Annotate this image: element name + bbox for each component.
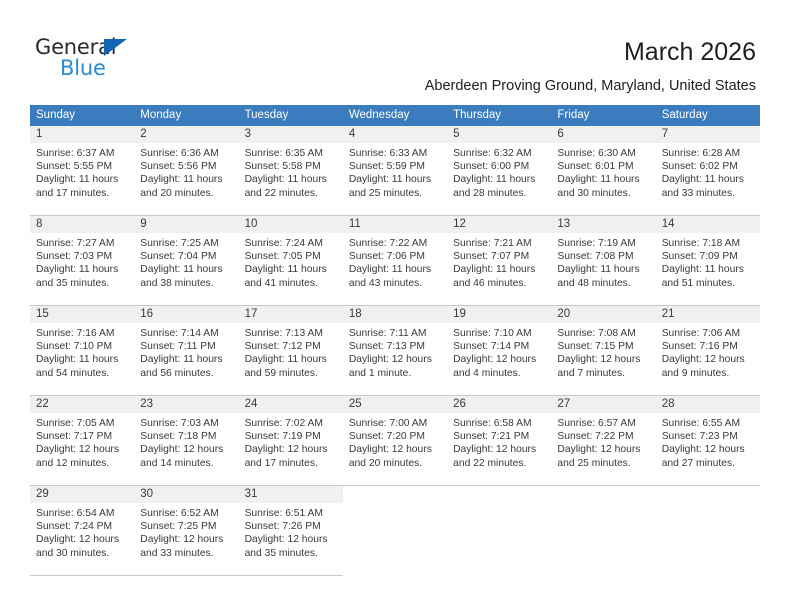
day-details bbox=[551, 233, 655, 290]
sunset-time: Sunset: 7:16 PM bbox=[661, 341, 738, 353]
weekday-header-friday: Friday bbox=[551, 105, 655, 126]
daylight-duration-line1: Daylight: 12 hours bbox=[557, 354, 641, 366]
calendar-week-row bbox=[30, 216, 760, 306]
day-details bbox=[134, 413, 238, 470]
day-cell[interactable] bbox=[30, 396, 134, 486]
sunset-time: Sunset: 5:56 PM bbox=[140, 161, 217, 173]
day-number bbox=[551, 486, 655, 503]
day-number: 20 bbox=[551, 306, 655, 323]
daylight-duration-line2: and 54 minutes. bbox=[36, 367, 110, 379]
day-number: 1 bbox=[30, 126, 134, 143]
calendar-cell bbox=[239, 306, 343, 396]
day-cell[interactable] bbox=[30, 306, 134, 396]
sunset-time: Sunset: 7:17 PM bbox=[36, 431, 113, 443]
sunrise-time: Sunrise: 6:57 AM bbox=[557, 418, 636, 429]
sunset-time: Sunset: 7:09 PM bbox=[661, 251, 738, 263]
sunrise-time: Sunrise: 6:55 AM bbox=[661, 418, 741, 429]
sunset-time: Sunset: 5:59 PM bbox=[348, 161, 425, 173]
day-number bbox=[343, 486, 447, 503]
daylight-duration-line1: Daylight: 12 hours bbox=[557, 444, 641, 456]
day-details bbox=[239, 413, 343, 470]
daylight-duration-line1: Daylight: 11 hours bbox=[453, 174, 536, 186]
sunrise-time: Sunrise: 7:16 AM bbox=[36, 328, 115, 339]
sunset-time: Sunset: 5:55 PM bbox=[36, 161, 113, 173]
daylight-duration-line1: Daylight: 11 hours bbox=[244, 264, 327, 276]
day-details bbox=[551, 323, 655, 380]
daylight-duration-line1: Daylight: 11 hours bbox=[557, 174, 640, 186]
daylight-duration-line1: Daylight: 12 hours bbox=[348, 354, 432, 366]
day-details bbox=[656, 413, 760, 470]
day-details bbox=[239, 143, 343, 200]
day-number: 29 bbox=[30, 486, 134, 503]
sunset-time: Sunset: 7:19 PM bbox=[244, 431, 321, 443]
calendar-cell bbox=[656, 126, 760, 216]
day-number: 23 bbox=[134, 396, 238, 413]
day-details bbox=[656, 323, 760, 380]
day-cell[interactable] bbox=[134, 306, 238, 396]
day-cell[interactable] bbox=[551, 396, 655, 486]
day-details bbox=[656, 233, 760, 290]
calendar-cell bbox=[447, 486, 551, 576]
sunrise-time: Sunrise: 7:24 AM bbox=[244, 238, 323, 249]
daylight-duration-line1: Daylight: 12 hours bbox=[244, 534, 328, 546]
calendar-cell bbox=[30, 216, 134, 306]
sunset-time: Sunset: 7:13 PM bbox=[348, 341, 425, 353]
page-header bbox=[0, 0, 792, 100]
daylight-duration-line2: and 22 minutes. bbox=[244, 187, 318, 199]
sunrise-time: Sunrise: 7:05 AM bbox=[36, 418, 115, 429]
sunrise-time: Sunrise: 7:18 AM bbox=[661, 238, 741, 249]
calendar-cell bbox=[551, 306, 655, 396]
day-cell[interactable] bbox=[239, 486, 343, 576]
day-details bbox=[134, 233, 238, 290]
day-number: 5 bbox=[447, 126, 551, 143]
daylight-duration-line1: Daylight: 12 hours bbox=[140, 444, 224, 456]
general-blue-logo[interactable] bbox=[35, 36, 215, 86]
daylight-duration-line1: Daylight: 11 hours bbox=[557, 264, 640, 276]
daylight-duration-line2: and 25 minutes. bbox=[348, 187, 423, 199]
calendar-cell bbox=[343, 486, 447, 576]
calendar-cell bbox=[343, 396, 447, 486]
calendar-cell bbox=[30, 486, 134, 576]
daylight-duration-line2: and 35 minutes. bbox=[36, 277, 110, 289]
day-details bbox=[447, 413, 551, 470]
day-cell[interactable] bbox=[239, 216, 343, 306]
daylight-duration-line2: and 33 minutes. bbox=[140, 547, 214, 559]
sunrise-time: Sunrise: 7:03 AM bbox=[140, 418, 219, 429]
daylight-duration-line1: Daylight: 12 hours bbox=[453, 354, 537, 366]
daylight-duration-line2: and 17 minutes. bbox=[244, 457, 318, 469]
day-number: 27 bbox=[551, 396, 655, 413]
logo-text-general: General bbox=[35, 35, 117, 59]
day-number: 10 bbox=[239, 216, 343, 233]
empty-day-cell bbox=[656, 486, 760, 576]
sunrise-time: Sunrise: 7:11 AM bbox=[348, 328, 427, 339]
page-subtitle: Aberdeen Proving Ground, Maryland, United States bbox=[424, 78, 756, 94]
daylight-duration-line1: Daylight: 11 hours bbox=[661, 174, 744, 186]
day-details bbox=[30, 323, 134, 380]
day-number: 6 bbox=[551, 126, 655, 143]
day-details bbox=[239, 503, 343, 560]
daylight-duration-line1: Daylight: 11 hours bbox=[140, 354, 223, 366]
daylight-duration-line2: and 25 minutes. bbox=[557, 457, 631, 469]
day-number: 19 bbox=[447, 306, 551, 323]
sunset-time: Sunset: 7:14 PM bbox=[453, 341, 530, 353]
daylight-duration-line1: Daylight: 11 hours bbox=[36, 354, 119, 366]
day-details bbox=[343, 413, 447, 470]
day-cell[interactable] bbox=[134, 126, 238, 216]
calendar-cell bbox=[30, 396, 134, 486]
day-cell[interactable] bbox=[343, 396, 447, 486]
day-number: 21 bbox=[656, 306, 760, 323]
weekday-header-sunday: Sunday bbox=[30, 105, 134, 126]
day-number: 11 bbox=[343, 216, 447, 233]
sunrise-time: Sunrise: 6:32 AM bbox=[453, 148, 532, 159]
sunrise-time: Sunrise: 6:58 AM bbox=[453, 418, 532, 429]
day-cell[interactable] bbox=[239, 126, 343, 216]
day-details bbox=[30, 233, 134, 290]
sunrise-time: Sunrise: 6:28 AM bbox=[661, 148, 741, 159]
day-details bbox=[134, 323, 238, 380]
daylight-duration-line1: Daylight: 12 hours bbox=[453, 444, 537, 456]
day-cell[interactable] bbox=[343, 126, 447, 216]
calendar-body bbox=[30, 126, 760, 576]
sunrise-sunset-calendar bbox=[30, 105, 760, 576]
calendar-cell bbox=[239, 126, 343, 216]
day-details bbox=[447, 323, 551, 380]
sunset-time: Sunset: 6:01 PM bbox=[557, 161, 634, 173]
daylight-duration-line2: and 48 minutes. bbox=[557, 277, 631, 289]
sunrise-time: Sunrise: 6:54 AM bbox=[36, 508, 115, 519]
day-number: 26 bbox=[447, 396, 551, 413]
daylight-duration-line2: and 30 minutes. bbox=[557, 187, 631, 199]
daylight-duration-line2: and 35 minutes. bbox=[244, 547, 318, 559]
daylight-duration-line2: and 51 minutes. bbox=[661, 277, 735, 289]
daylight-duration-line2: and 41 minutes. bbox=[244, 277, 318, 289]
calendar-cell bbox=[447, 216, 551, 306]
day-cell[interactable] bbox=[551, 126, 655, 216]
sunset-time: Sunset: 7:06 PM bbox=[348, 251, 425, 263]
day-cell[interactable] bbox=[551, 306, 655, 396]
sunrise-time: Sunrise: 7:08 AM bbox=[557, 328, 636, 339]
calendar-cell bbox=[551, 486, 655, 576]
calendar-cell bbox=[656, 306, 760, 396]
day-details bbox=[551, 413, 655, 470]
calendar-cell bbox=[551, 396, 655, 486]
sunset-time: Sunset: 7:08 PM bbox=[557, 251, 634, 263]
empty-day-cell bbox=[343, 486, 447, 576]
day-cell[interactable] bbox=[30, 486, 134, 576]
calendar-cell bbox=[30, 306, 134, 396]
day-details bbox=[343, 233, 447, 290]
day-cell[interactable] bbox=[447, 126, 551, 216]
sunrise-time: Sunrise: 6:37 AM bbox=[36, 148, 115, 159]
day-number: 4 bbox=[343, 126, 447, 143]
day-cell[interactable] bbox=[656, 216, 760, 306]
daylight-duration-line2: and 59 minutes. bbox=[244, 367, 318, 379]
daylight-duration-line1: Daylight: 11 hours bbox=[244, 354, 327, 366]
day-cell[interactable] bbox=[447, 396, 551, 486]
sunset-time: Sunset: 6:02 PM bbox=[661, 161, 738, 173]
day-details bbox=[134, 503, 238, 560]
daylight-duration-line2: and 14 minutes. bbox=[140, 457, 214, 469]
sunset-time: Sunset: 7:07 PM bbox=[453, 251, 530, 263]
day-details bbox=[343, 143, 447, 200]
weekday-header-row bbox=[30, 105, 760, 126]
sunset-time: Sunset: 7:20 PM bbox=[348, 431, 425, 443]
sunset-time: Sunset: 7:25 PM bbox=[140, 521, 217, 533]
daylight-duration-line1: Daylight: 11 hours bbox=[36, 174, 119, 186]
calendar-cell bbox=[447, 126, 551, 216]
daylight-duration-line1: Daylight: 12 hours bbox=[36, 444, 119, 456]
empty-day-cell bbox=[551, 486, 655, 576]
daylight-duration-line1: Daylight: 11 hours bbox=[661, 264, 744, 276]
sunset-time: Sunset: 7:12 PM bbox=[244, 341, 321, 353]
sunset-time: Sunset: 6:00 PM bbox=[453, 161, 530, 173]
day-cell[interactable] bbox=[656, 306, 760, 396]
day-number: 22 bbox=[30, 396, 134, 413]
calendar-cell bbox=[447, 396, 551, 486]
daylight-duration-line2: and 1 minute. bbox=[348, 367, 412, 379]
daylight-duration-line1: Daylight: 12 hours bbox=[244, 444, 328, 456]
daylight-duration-line1: Daylight: 11 hours bbox=[348, 174, 432, 186]
daylight-duration-line2: and 27 minutes. bbox=[661, 457, 735, 469]
calendar-cell bbox=[656, 216, 760, 306]
day-cell[interactable] bbox=[134, 216, 238, 306]
day-number: 16 bbox=[134, 306, 238, 323]
day-cell[interactable] bbox=[656, 396, 760, 486]
day-details bbox=[656, 143, 760, 200]
calendar-cell bbox=[134, 306, 238, 396]
calendar-cell bbox=[343, 216, 447, 306]
daylight-duration-line1: Daylight: 12 hours bbox=[661, 444, 745, 456]
daylight-duration-line2: and 20 minutes. bbox=[140, 187, 214, 199]
calendar-cell bbox=[656, 396, 760, 486]
day-cell[interactable] bbox=[239, 396, 343, 486]
sunrise-time: Sunrise: 6:35 AM bbox=[244, 148, 323, 159]
calendar-week-row bbox=[30, 396, 760, 486]
triangle-icon bbox=[104, 39, 127, 56]
daylight-duration-line1: Daylight: 11 hours bbox=[453, 264, 536, 276]
daylight-duration-line2: and 9 minutes. bbox=[661, 367, 730, 379]
day-number: 24 bbox=[239, 396, 343, 413]
day-number: 8 bbox=[30, 216, 134, 233]
day-number: 7 bbox=[656, 126, 760, 143]
sunrise-time: Sunrise: 7:06 AM bbox=[661, 328, 741, 339]
sunrise-time: Sunrise: 6:52 AM bbox=[140, 508, 219, 519]
calendar-cell bbox=[134, 486, 238, 576]
day-details bbox=[239, 323, 343, 380]
sunset-time: Sunset: 7:23 PM bbox=[661, 431, 738, 443]
sunset-time: Sunset: 7:24 PM bbox=[36, 521, 113, 533]
day-details bbox=[134, 143, 238, 200]
sunrise-time: Sunrise: 7:13 AM bbox=[244, 328, 323, 339]
sunset-time: Sunset: 7:15 PM bbox=[557, 341, 634, 353]
day-number bbox=[656, 486, 760, 503]
daylight-duration-line1: Daylight: 11 hours bbox=[36, 264, 119, 276]
day-details bbox=[343, 323, 447, 380]
daylight-duration-line2: and 7 minutes. bbox=[557, 367, 625, 379]
day-number: 14 bbox=[656, 216, 760, 233]
day-number: 18 bbox=[343, 306, 447, 323]
weekday-header-monday: Monday bbox=[134, 105, 238, 126]
sunrise-time: Sunrise: 6:30 AM bbox=[557, 148, 636, 159]
sunset-time: Sunset: 7:18 PM bbox=[140, 431, 217, 443]
daylight-duration-line2: and 43 minutes. bbox=[348, 277, 423, 289]
day-number: 30 bbox=[134, 486, 238, 503]
daylight-duration-line2: and 38 minutes. bbox=[140, 277, 214, 289]
calendar-week-row bbox=[30, 486, 760, 576]
weekday-header-tuesday: Tuesday bbox=[239, 105, 343, 126]
sunset-time: Sunset: 7:03 PM bbox=[36, 251, 113, 263]
daylight-duration-line1: Daylight: 11 hours bbox=[140, 264, 223, 276]
daylight-duration-line1: Daylight: 11 hours bbox=[140, 174, 223, 186]
weekday-header-thursday: Thursday bbox=[447, 105, 551, 126]
sunrise-time: Sunrise: 7:10 AM bbox=[453, 328, 532, 339]
calendar-cell bbox=[343, 306, 447, 396]
calendar-cell bbox=[343, 126, 447, 216]
day-cell[interactable] bbox=[343, 306, 447, 396]
day-details bbox=[30, 143, 134, 200]
day-number: 9 bbox=[134, 216, 238, 233]
day-number: 12 bbox=[447, 216, 551, 233]
sunset-time: Sunset: 7:11 PM bbox=[140, 341, 216, 353]
daylight-duration-line2: and 56 minutes. bbox=[140, 367, 214, 379]
sunset-time: Sunset: 7:05 PM bbox=[244, 251, 321, 263]
sunrise-time: Sunrise: 7:25 AM bbox=[140, 238, 219, 249]
page-title: March 2026 bbox=[623, 38, 756, 66]
sunrise-time: Sunrise: 6:51 AM bbox=[244, 508, 323, 519]
sunrise-time: Sunrise: 7:14 AM bbox=[140, 328, 219, 339]
day-number: 15 bbox=[30, 306, 134, 323]
sunrise-time: Sunrise: 7:21 AM bbox=[453, 238, 532, 249]
day-details bbox=[447, 233, 551, 290]
daylight-duration-line1: Daylight: 12 hours bbox=[348, 444, 432, 456]
day-details bbox=[30, 503, 134, 560]
calendar-week-row bbox=[30, 306, 760, 396]
day-cell[interactable] bbox=[239, 306, 343, 396]
daylight-duration-line2: and 28 minutes. bbox=[453, 187, 527, 199]
day-number: 28 bbox=[656, 396, 760, 413]
sunset-time: Sunset: 7:04 PM bbox=[140, 251, 217, 263]
day-cell[interactable] bbox=[551, 216, 655, 306]
calendar-cell bbox=[30, 126, 134, 216]
day-cell[interactable] bbox=[656, 126, 760, 216]
sunset-time: Sunset: 7:10 PM bbox=[36, 341, 113, 353]
day-cell[interactable] bbox=[343, 216, 447, 306]
day-number: 13 bbox=[551, 216, 655, 233]
weekday-header-saturday: Saturday bbox=[656, 105, 760, 126]
daylight-duration-line1: Daylight: 11 hours bbox=[348, 264, 432, 276]
daylight-duration-line2: and 12 minutes. bbox=[36, 457, 110, 469]
day-cell[interactable] bbox=[30, 126, 134, 216]
logo-text-blue: Blue bbox=[60, 56, 106, 80]
calendar-cell bbox=[551, 216, 655, 306]
day-cell[interactable] bbox=[447, 216, 551, 306]
daylight-duration-line2: and 17 minutes. bbox=[36, 187, 110, 199]
sunrise-time: Sunrise: 7:02 AM bbox=[244, 418, 323, 429]
sunset-time: Sunset: 7:22 PM bbox=[557, 431, 634, 443]
sunset-time: Sunset: 7:26 PM bbox=[244, 521, 321, 533]
daylight-duration-line2: and 33 minutes. bbox=[661, 187, 735, 199]
sunrise-time: Sunrise: 7:27 AM bbox=[36, 238, 115, 249]
day-number: 3 bbox=[239, 126, 343, 143]
sunrise-time: Sunrise: 6:33 AM bbox=[348, 148, 428, 159]
daylight-duration-line2: and 20 minutes. bbox=[348, 457, 423, 469]
day-cell[interactable] bbox=[134, 486, 238, 576]
calendar-cell bbox=[551, 126, 655, 216]
calendar-cell bbox=[447, 306, 551, 396]
day-number: 2 bbox=[134, 126, 238, 143]
daylight-duration-line2: and 4 minutes. bbox=[453, 367, 521, 379]
day-cell[interactable] bbox=[134, 396, 238, 486]
day-details bbox=[239, 233, 343, 290]
sunset-time: Sunset: 7:21 PM bbox=[453, 431, 530, 443]
day-cell[interactable] bbox=[30, 216, 134, 306]
sunrise-time: Sunrise: 7:00 AM bbox=[348, 418, 428, 429]
calendar-cell bbox=[239, 216, 343, 306]
sunrise-time: Sunrise: 7:22 AM bbox=[348, 238, 428, 249]
daylight-duration-line1: Daylight: 12 hours bbox=[36, 534, 119, 546]
day-details bbox=[30, 413, 134, 470]
sunrise-time: Sunrise: 6:36 AM bbox=[140, 148, 219, 159]
calendar-cell bbox=[239, 396, 343, 486]
calendar-cell bbox=[239, 486, 343, 576]
daylight-duration-line2: and 46 minutes. bbox=[453, 277, 527, 289]
weekday-header-wednesday: Wednesday bbox=[343, 105, 447, 126]
calendar-cell bbox=[134, 396, 238, 486]
calendar-week-row bbox=[30, 126, 760, 216]
daylight-duration-line1: Daylight: 11 hours bbox=[244, 174, 327, 186]
calendar-cell bbox=[134, 216, 238, 306]
daylight-duration-line1: Daylight: 12 hours bbox=[661, 354, 745, 366]
daylight-duration-line1: Daylight: 12 hours bbox=[140, 534, 224, 546]
day-number: 17 bbox=[239, 306, 343, 323]
daylight-duration-line2: and 30 minutes. bbox=[36, 547, 110, 559]
day-number bbox=[447, 486, 551, 503]
calendar-cell bbox=[134, 126, 238, 216]
empty-day-cell bbox=[447, 486, 551, 576]
day-number: 25 bbox=[343, 396, 447, 413]
sunset-time: Sunset: 5:58 PM bbox=[244, 161, 321, 173]
calendar-cell bbox=[656, 486, 760, 576]
day-number: 31 bbox=[239, 486, 343, 503]
day-cell[interactable] bbox=[447, 306, 551, 396]
daylight-duration-line2: and 22 minutes. bbox=[453, 457, 527, 469]
day-details bbox=[447, 143, 551, 200]
sunrise-time: Sunrise: 7:19 AM bbox=[557, 238, 636, 249]
day-details bbox=[551, 143, 655, 200]
